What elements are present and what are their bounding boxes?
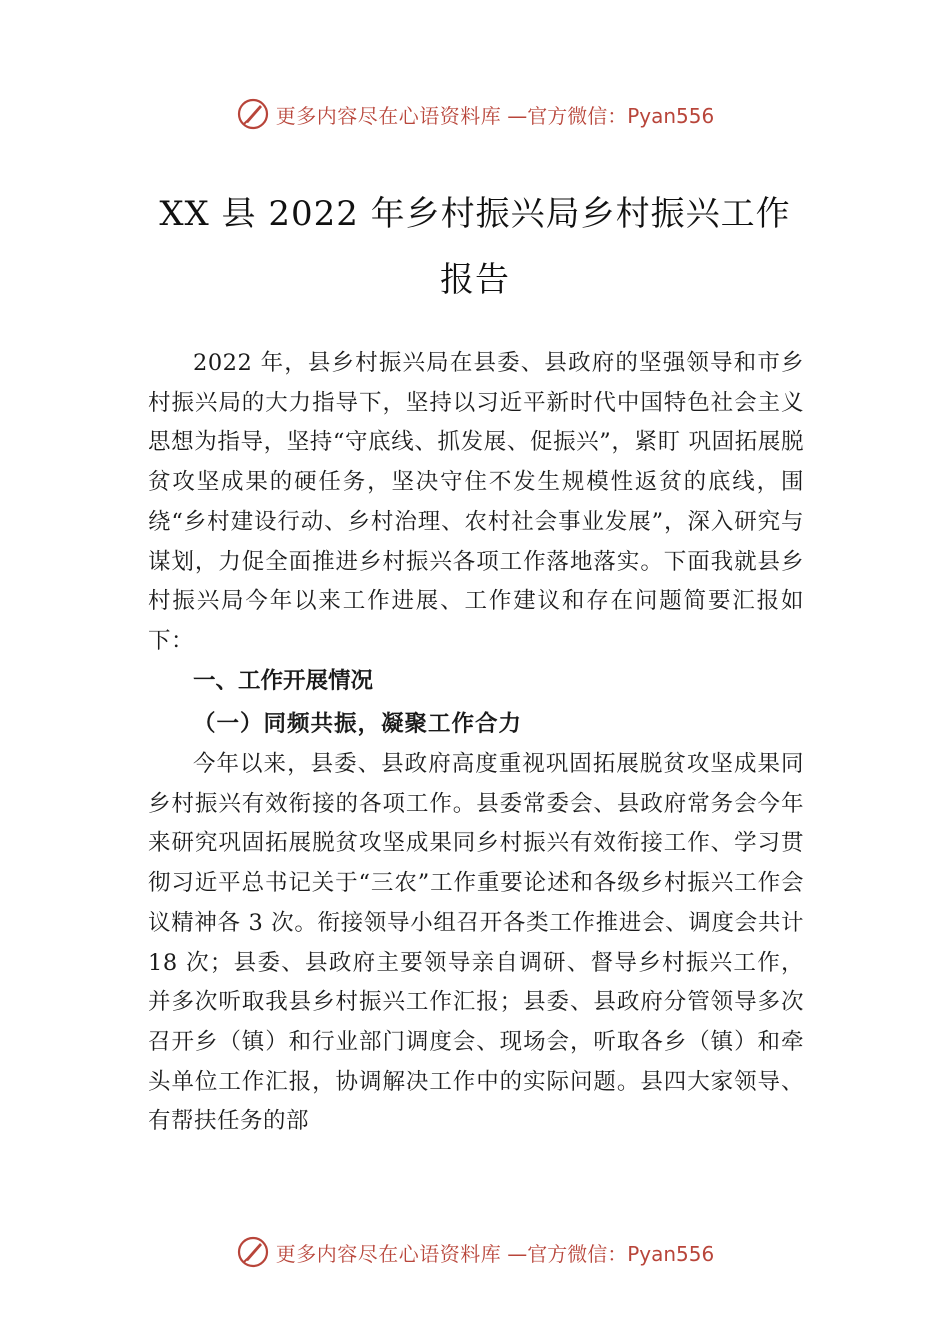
watermark-brand-text: 更多内容尽在心语资料库: [275, 103, 502, 128]
watermark-banner-bottom: [0, 1232, 950, 1272]
document-body: [148, 344, 804, 1142]
quill-circle-icon: [236, 1235, 270, 1269]
watermark-wechat-text: —官方微信：Pyan556: [507, 1241, 715, 1266]
subsection-paragraph: 今年以来，县委、县政府高度重视巩固拓展脱贫攻坚成果同乡村振兴有效衔接的各项工作。县委常委会、县政府常务会今年来研究巩固拓展脱贫攻坚成果同乡村振兴有效衔接工作、学习贯彻习近平总书记关于“三农”工作重要论述和各级乡村振兴工作会议精神各 3 次。衔接领导小组召开各类工作推进会、调度会共计 18 次；县委、县政府主要领导亲自调研、督导乡村振兴工作，并多次听取我县乡村振兴工作汇报；县委、县政府分管领导多次召开乡（镇）和行业部门调度会、现场会，听取各乡（镇）和牵头单位工作汇报，协调解决工作中的实际问题。县四大家领导、有帮扶任务的部: [148, 751, 804, 1135]
section-heading: 一、工作开展情况: [193, 667, 374, 694]
watermark-banner-top: [0, 94, 950, 134]
document-title-line2: 报告: [440, 260, 510, 300]
watermark-brand-text: 更多内容尽在心语资料库: [275, 1241, 502, 1266]
quill-circle-icon: [236, 97, 270, 131]
subsection-heading: （一）同频共振，凝聚工作合力: [193, 711, 523, 738]
watermark-wechat-text: —官方微信：Pyan556: [507, 103, 715, 128]
document-title-line1: XX 县 2022 年乡村振兴局乡村振兴工作: [159, 194, 791, 234]
intro-paragraph: 2022 年，县乡村振兴局在县委、县政府的坚强领导和市乡村振兴局的大力指导下，坚持以习近平新时代中国特色社会主义思想为指导，坚持“守底线、抓发展、促振兴”，紧盯 巩固拓展脱贫攻坚成果的硬任务，坚决守住不发生规模性返贫的底线，围绕“乡村建设行动、乡村治理、农村社会事业发展”，深入研究与谋划，力促全面推进乡村振兴各项工作落地落实。下面我就县乡村振兴局今年以来工作进展、工作建议和存在问题简要汇报如下：: [148, 350, 804, 654]
